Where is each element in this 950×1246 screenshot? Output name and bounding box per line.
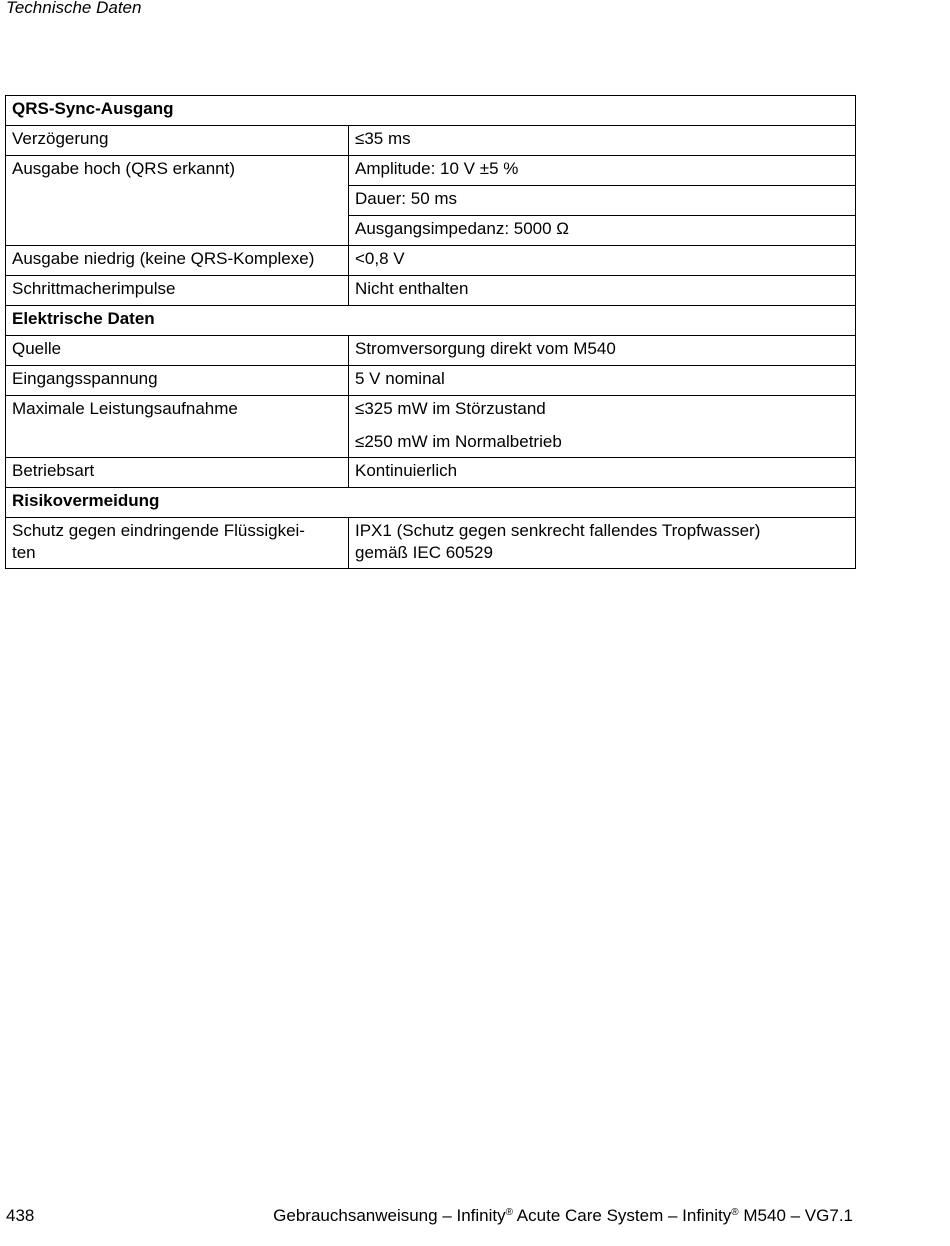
row-label: Quelle xyxy=(6,336,349,366)
row-label-line: Schutz gegen eindringende Flüssigkei- xyxy=(12,521,305,540)
registered-mark: ® xyxy=(505,1207,514,1218)
row-value: ≤35 ms xyxy=(349,126,856,156)
row-label: Betriebsart xyxy=(6,458,349,488)
table-row xyxy=(6,396,856,458)
table-row xyxy=(6,126,856,156)
table-row xyxy=(6,186,856,216)
row-value-line: ≤325 mW im Störzustand xyxy=(355,399,546,418)
table-row xyxy=(6,518,856,569)
section-header-qrs-sync xyxy=(6,96,856,126)
row-label-continuation xyxy=(6,216,349,246)
row-value: Dauer: 50 ms xyxy=(349,186,856,216)
technical-data-table xyxy=(5,95,856,569)
row-label: Ausgabe hoch (QRS erkannt) xyxy=(6,156,349,186)
document-title-part: M540 – VG7.1 xyxy=(738,1206,853,1225)
section-header-risk xyxy=(6,488,856,518)
row-label-continuation xyxy=(6,186,349,216)
section-title: Elektrische Daten xyxy=(6,306,856,336)
row-value: 5 V nominal xyxy=(349,366,856,396)
row-value xyxy=(349,518,856,569)
table-row xyxy=(6,366,856,396)
running-header: Technische Daten xyxy=(6,0,142,17)
section-header-electrical xyxy=(6,306,856,336)
section-title: QRS-Sync-Ausgang xyxy=(6,96,856,126)
row-value: Nicht enthalten xyxy=(349,276,856,306)
row-label: Eingangsspannung xyxy=(6,366,349,396)
row-label xyxy=(6,518,349,569)
table-row xyxy=(6,458,856,488)
row-value: Stromversorgung direkt vom M540 xyxy=(349,336,856,366)
table-row xyxy=(6,276,856,306)
table-row xyxy=(6,246,856,276)
page-number: 438 xyxy=(6,1206,35,1225)
table-row xyxy=(6,156,856,186)
row-label: Ausgabe niedrig (keine QRS-Komplexe) xyxy=(6,246,349,276)
row-label: Maximale Leistungsaufnahme xyxy=(6,396,349,458)
row-value-line: ≤250 mW im Normalbetrieb xyxy=(355,432,562,451)
row-value xyxy=(349,396,856,458)
row-label-line: ten xyxy=(12,543,36,562)
document-title-part: Acute Care System – Infinity xyxy=(513,1206,732,1225)
row-value: <0,8 V xyxy=(349,246,856,276)
row-value-line: gemäß IEC 60529 xyxy=(355,543,493,562)
document-title xyxy=(273,1206,853,1226)
registered-mark: ® xyxy=(731,1207,739,1218)
row-value-line: IPX1 (Schutz gegen senkrecht fallendes Tropfwasser) xyxy=(355,521,761,540)
table-row xyxy=(6,216,856,246)
row-value: Amplitude: 10 V ±5 % xyxy=(349,156,856,186)
row-label: Verzögerung xyxy=(6,126,349,156)
row-value: Ausgangsimpedanz: 5000 Ω xyxy=(349,216,856,246)
document-title-part: Gebrauchsanweisung – Infinity xyxy=(273,1206,506,1225)
table-row xyxy=(6,336,856,366)
row-value: Kontinuierlich xyxy=(349,458,856,488)
row-label: Schrittmacherimpulse xyxy=(6,276,349,306)
section-title: Risikovermeidung xyxy=(6,488,856,518)
